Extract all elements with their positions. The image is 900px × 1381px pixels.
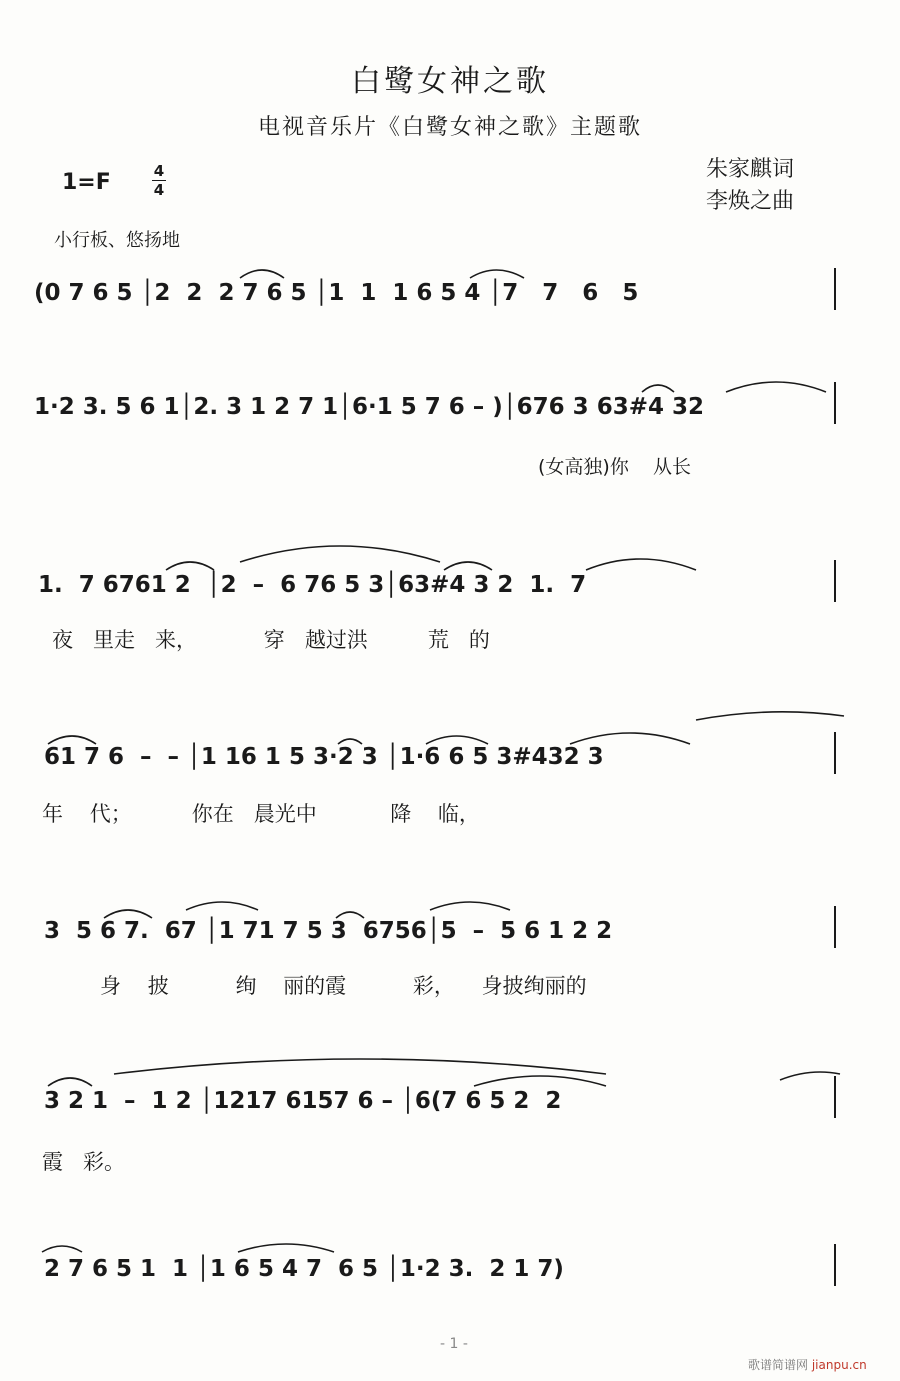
slur xyxy=(570,733,690,744)
lyricist-credit: 朱家麒词 xyxy=(706,157,795,182)
time-signature-top: 4 xyxy=(153,162,165,180)
song-subtitle: 电视音乐片《白鹭女神之歌》主题歌 xyxy=(257,115,642,140)
slur xyxy=(586,559,696,570)
notation-row-4: 61 7 6 – – │1 16 1 5 3·2 3 │1·6 6 5 3#432 3 xyxy=(44,744,604,770)
notation-row-7: 2 7 6 5 1 1 │1 6 5 4 7 6 5 │1·2 3. 2 1 7) xyxy=(44,1256,564,1282)
slur xyxy=(42,1246,82,1252)
slur xyxy=(48,1078,92,1086)
watermark-text: 歌谱简谱网 xyxy=(748,1358,809,1372)
notation-row-5: 3 5 6 7. 67 │1 71 7 5 3 6756│5 – 5 6 1 2 2 xyxy=(44,918,613,944)
slur xyxy=(104,910,152,918)
slur xyxy=(166,562,214,570)
slur xyxy=(470,270,524,278)
slur xyxy=(444,562,492,570)
notation-row-2: 1·2 3. 5 6 1│2. 3 1 2 7 1│6·1 5 7 6 – )│676 3 63#4 32 xyxy=(34,394,704,420)
slur xyxy=(430,902,510,910)
slur xyxy=(336,912,364,918)
slur xyxy=(426,736,488,744)
notation-row-3: 1. 7 6761 2 │2 – 6 76 5 3│63#4 3 2 1. 7 xyxy=(38,572,587,598)
lyrics-row-2: (女高独)你 从长 xyxy=(538,456,691,478)
slur xyxy=(238,1244,334,1252)
slur xyxy=(780,1072,840,1080)
key-signature: 1=F xyxy=(62,170,111,195)
slur xyxy=(696,712,844,720)
notation-row-1: (0 7 6 5 │2 2 2 7 6 5 │1 1 1 6 5 4 │7 7 6 5 xyxy=(34,280,639,306)
slur xyxy=(642,385,674,392)
lyrics-row-4: 年 代； 你在 晨光中 降 临， xyxy=(42,802,480,826)
tempo-marking: 小行板、悠扬地 xyxy=(54,230,180,251)
page-number: - 1 - xyxy=(440,1336,468,1352)
composer-credit: 李焕之曲 xyxy=(706,189,795,214)
slur xyxy=(114,1059,606,1074)
site-watermark xyxy=(748,1356,867,1373)
slur xyxy=(726,382,826,392)
song-title: 白鹭女神之歌 xyxy=(351,64,549,99)
notation-row-6: 3 2 1 – 1 2 │1217 6157 6 – │6(7 6 5 2 2 xyxy=(44,1088,562,1114)
watermark-url: jianpu.cn xyxy=(811,1358,867,1372)
lyrics-row-3: 夜 里走 来， 穿 越过洪 荒 的 xyxy=(52,628,490,652)
slur xyxy=(186,902,258,910)
slur xyxy=(240,546,440,562)
slur xyxy=(48,736,96,744)
slur xyxy=(338,739,362,744)
lyrics-row-6: 霞 彩。 xyxy=(42,1150,126,1174)
slur xyxy=(474,1076,606,1086)
time-signature-bottom: 4 xyxy=(153,181,165,199)
slur xyxy=(240,270,284,278)
lyrics-row-5: 身 披 绚 丽的霞 彩， 身披绚丽的 xyxy=(100,974,587,998)
